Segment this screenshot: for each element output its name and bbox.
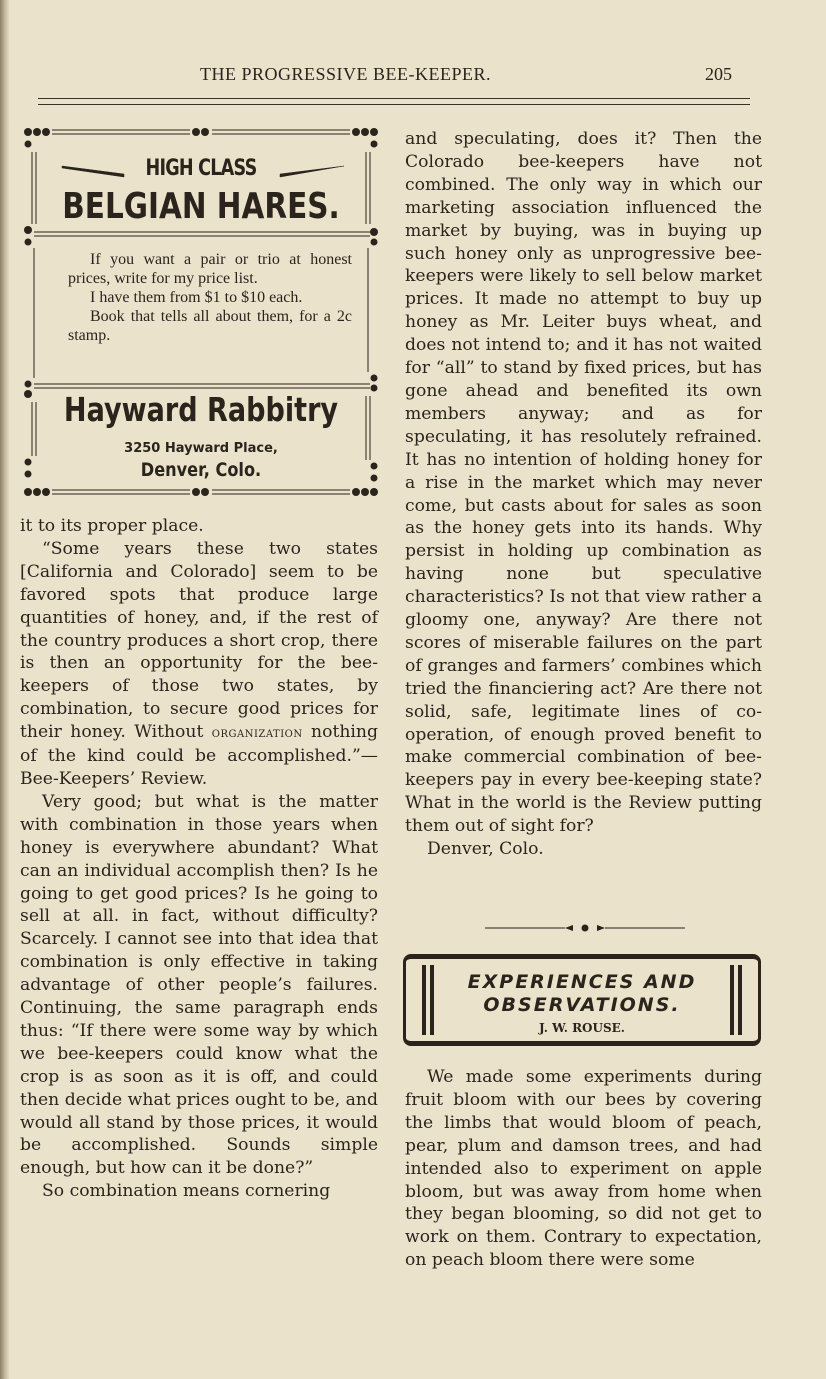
right-column-top xyxy=(405,128,762,861)
left-column xyxy=(20,515,378,1203)
quote-paragraph xyxy=(20,538,378,791)
signoff: Denver, Colo. xyxy=(427,839,544,860)
section-title-line: EXPERIENCES AND xyxy=(467,971,697,993)
ad-body-line: I have them from $1 to $10 each. xyxy=(90,289,303,306)
quote-text: “Some years these two states [California and Colorado] seem to be favored spots that produce large quantities of honey, and, if the rest of the country produces a short crop, there is then an opportunity for the bee-keepers of those two states, by combination, to secure good prices for their honey. Without xyxy=(20,538,378,743)
ornament-divider xyxy=(485,922,685,934)
header-rule xyxy=(38,104,750,105)
paragraph: Very good; but what is the matter with combination in those years when honey is everywhere abundant? What can an individual accomplish then? Is he going to get good prices? Is he going to sell at all. in fact, without difficulty? Scarcely. I cannot see into that idea that combination is only effective in taking advantage of other people’s failures. Continuing, the same paragraph ends thus: “If there were some way by which we bee-keepers could know what the crop is as soon as it is off, and could then decide what prices ought to be, and would all stand by those prices, it would be accomplished. Sounds simple enough, but how can it be done?” xyxy=(20,791,378,1179)
running-header xyxy=(40,64,750,88)
paragraph: We made some experiments during fruit bloom with our bees by covering the limbs that would bloom of peach, pear, plum and damson trees, and had intended also to experiment on apple bloom, but was away from home when they began blooming, so did not get to work on them. Contrary to expectation, on peach bloom there were some xyxy=(405,1067,762,1271)
ad-body xyxy=(68,250,352,345)
journal-title: THE PROGRESSIVE BEE-KEEPER. xyxy=(200,64,492,84)
ad-city: Denver, Colo. xyxy=(140,459,262,481)
paragraph: it to its proper place. xyxy=(20,516,204,536)
section-title xyxy=(406,971,758,1017)
ad-headline-small: HIGH CLASS xyxy=(145,156,257,181)
paragraph: and speculating, does it? Then the Colorado bee-keepers have not combined. The only way in which our marketing association influenced the market by buying, was in buying up such honey only as unprogressive bee-keepers were likely to sell below market prices. It made no attempt to buy up honey as Mr. Leiter buys wheat, and does not intend to; and it has not waited for “all” to stand by fixed prices, but has gone ahead and benefited its own members anyway; and as for speculating, it has resolutely refrained. It has no intention of holding honey for a rise in the market which may never come, but casts about for sales as soon as the honey gets into its hands. Why persist in holding up combination as having none but speculative characteristics? Is not that view rather a gloomy one, anyway? Are there not scores of miserable failures on the part of granges and farmers’ combines which tried the financiering act? Are there not solid, safe, legitimate lines of co-operation, of enough proved benefit to make commercial combination of bee-keepers pay in every bee-keeping state? What in the world is the Review putting them out of sight for? xyxy=(405,129,762,837)
section-heading-box xyxy=(403,954,761,1046)
page-gutter-shadow xyxy=(0,0,9,1379)
paragraph: So combination means cornering xyxy=(42,1181,331,1202)
ad-company-name: Hayward Rabbitry xyxy=(63,390,339,429)
section-author: J. W. ROUSE. xyxy=(539,1021,625,1035)
ad-body-line: Book that tells all about them, for a 2c stamp. xyxy=(68,308,352,344)
advertisement-belgian-hares xyxy=(22,122,380,502)
ad-body-line: If you want a pair or trio at honest prices, write for my price list. xyxy=(68,251,352,287)
quote-text-end: nothing of the kind could be accomplished.”—Bee-Keepers’ Review. xyxy=(20,722,378,789)
smallcaps-word: organization xyxy=(211,725,303,742)
right-column-bottom xyxy=(405,1066,762,1272)
header-rule xyxy=(38,98,750,99)
section-title-line: OBSERVATIONS. xyxy=(483,994,681,1016)
ad-address: 3250 Hayward Place, xyxy=(124,441,278,456)
page-number: 205 xyxy=(705,64,732,84)
ad-headline-large: BELGIAN HARES. xyxy=(62,186,340,227)
